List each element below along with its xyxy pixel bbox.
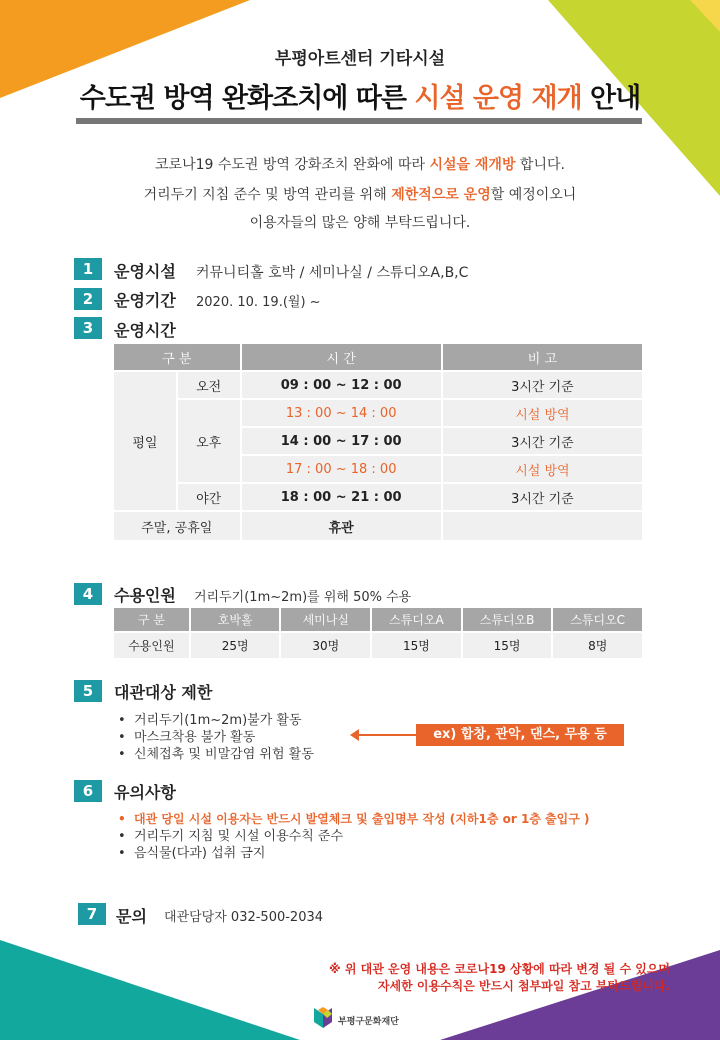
section-number-7: 7 [78,903,106,925]
time-cell: 09 : 00 ~ 12 : 00 [241,371,442,399]
notice-line-2: 자세한 이용수칙은 반드시 첨부파일 참고 부탁드립니다. [377,979,670,993]
facilities-value: 커뮤니티홀 호박 / 세미나실 / 스튜디오A,B,C [196,265,469,281]
section-number-2: 2 [74,288,102,310]
capacity-cell: 수용인원 [113,632,190,659]
example-badge: ex) 합창, 관악, 댄스, 무용 등 [416,724,624,746]
section-title-capacity: 수용인원 [114,586,176,605]
weekend-cell: 주말, 공휴일 [113,511,241,541]
hours-table [112,342,644,542]
note-cell: 3시간 기준 [442,483,643,511]
section-number-1: 1 [74,258,102,280]
section-title-contact: 문의 [116,907,147,926]
foundation-logo-icon [312,1006,334,1030]
time-cell: 13 : 00 ~ 14 : 00 [241,399,442,427]
section-number-3: 3 [74,317,102,339]
evening-cell: 야간 [177,483,241,511]
intro-line-1: 코로나19 수도권 방역 강화조치 완화에 따라 시설을 재개방 합니다. [155,157,565,173]
section-title-facilities: 운영시설 [114,262,176,281]
notes-list [118,811,590,862]
capacity-header: 호박홀 [190,607,281,632]
capacity-cell: 25명 [190,632,281,659]
capacity-value: 거리두기(1m~2m)를 위해 50% 수용 [194,590,412,605]
capacity-header: 스튜디오A [371,607,462,632]
title-underline [76,118,642,124]
section-number-4: 4 [74,583,102,605]
note-cell: 3시간 기준 [442,371,643,399]
intro-line-3: 이용자들의 많은 양해 부탁드립니다. [249,215,471,231]
section-title-notes: 유의사항 [114,783,176,802]
list-item: • 거리두기(1m~2m)불가 활동 [118,712,314,729]
time-cell: 17 : 00 ~ 18 : 00 [241,455,442,483]
list-item: • 마스크착용 불가 활동 [118,729,314,746]
capacity-header: 구 분 [113,607,190,632]
arrow-line [356,734,418,736]
afternoon-cell: 오후 [177,399,241,483]
morning-cell: 오전 [177,371,241,399]
weekend-value-cell: 휴관 [241,511,442,541]
capacity-cell: 15명 [462,632,553,659]
list-item: • 음식물(다과) 섭취 금지 [118,845,590,862]
capacity-table [112,606,644,660]
list-item: • 신체접촉 및 비말감염 위험 활동 [118,746,314,763]
capacity-header: 세미나실 [280,607,371,632]
section-title-hours: 운영시간 [114,321,176,340]
page-subtitle: 부평아트센터 기타시설 [274,49,446,69]
section-title-restrictions: 대관대상 제한 [114,683,213,702]
weekend-note-cell [442,511,643,541]
section-number-5: 5 [74,680,102,702]
time-cell: 18 : 00 ~ 21 : 00 [241,483,442,511]
foundation-name: 부평구문화재단 [338,1017,399,1027]
list-item: • 대관 당일 시설 이용자는 반드시 발열체크 및 출입명부 작성 (지하1층 or 1층 출입구 ) [118,811,590,828]
weekday-cell: 평일 [113,371,177,511]
section-number-6: 6 [74,780,102,802]
restriction-list [118,712,314,763]
period-value: 2020. 10. 19.(월) ~ [196,295,321,310]
notice-line-1: ※ 위 대관 운영 내용은 코로나19 상황에 따라 변경 될 수 있으며 [329,962,670,976]
intro-line-2: 거리두기 지침 준수 및 방역 관리를 위해 제한적으로 운영할 예정이오니 [143,187,577,203]
capacity-header: 스튜디오B [462,607,553,632]
note-cell: 3시간 기준 [442,427,643,455]
page-title: 수도권 방역 완화조치에 따른 시설 운영 재개 안내 [79,83,641,114]
capacity-cell: 30명 [280,632,371,659]
hours-header-category: 구 분 [113,343,241,371]
contact-value: 대관담당자 032-500-2034 [164,910,324,925]
capacity-cell: 15명 [371,632,462,659]
time-cell: 14 : 00 ~ 17 : 00 [241,427,442,455]
hours-header-note: 비 고 [442,343,643,371]
capacity-cell: 8명 [552,632,643,659]
hours-header-time: 시 간 [241,343,442,371]
section-title-period: 운영기간 [114,291,176,310]
note-cell: 시설 방역 [442,399,643,427]
capacity-header: 스튜디오C [552,607,643,632]
list-item: • 거리두기 지침 및 시설 이용수칙 준수 [118,828,590,845]
note-cell: 시설 방역 [442,455,643,483]
